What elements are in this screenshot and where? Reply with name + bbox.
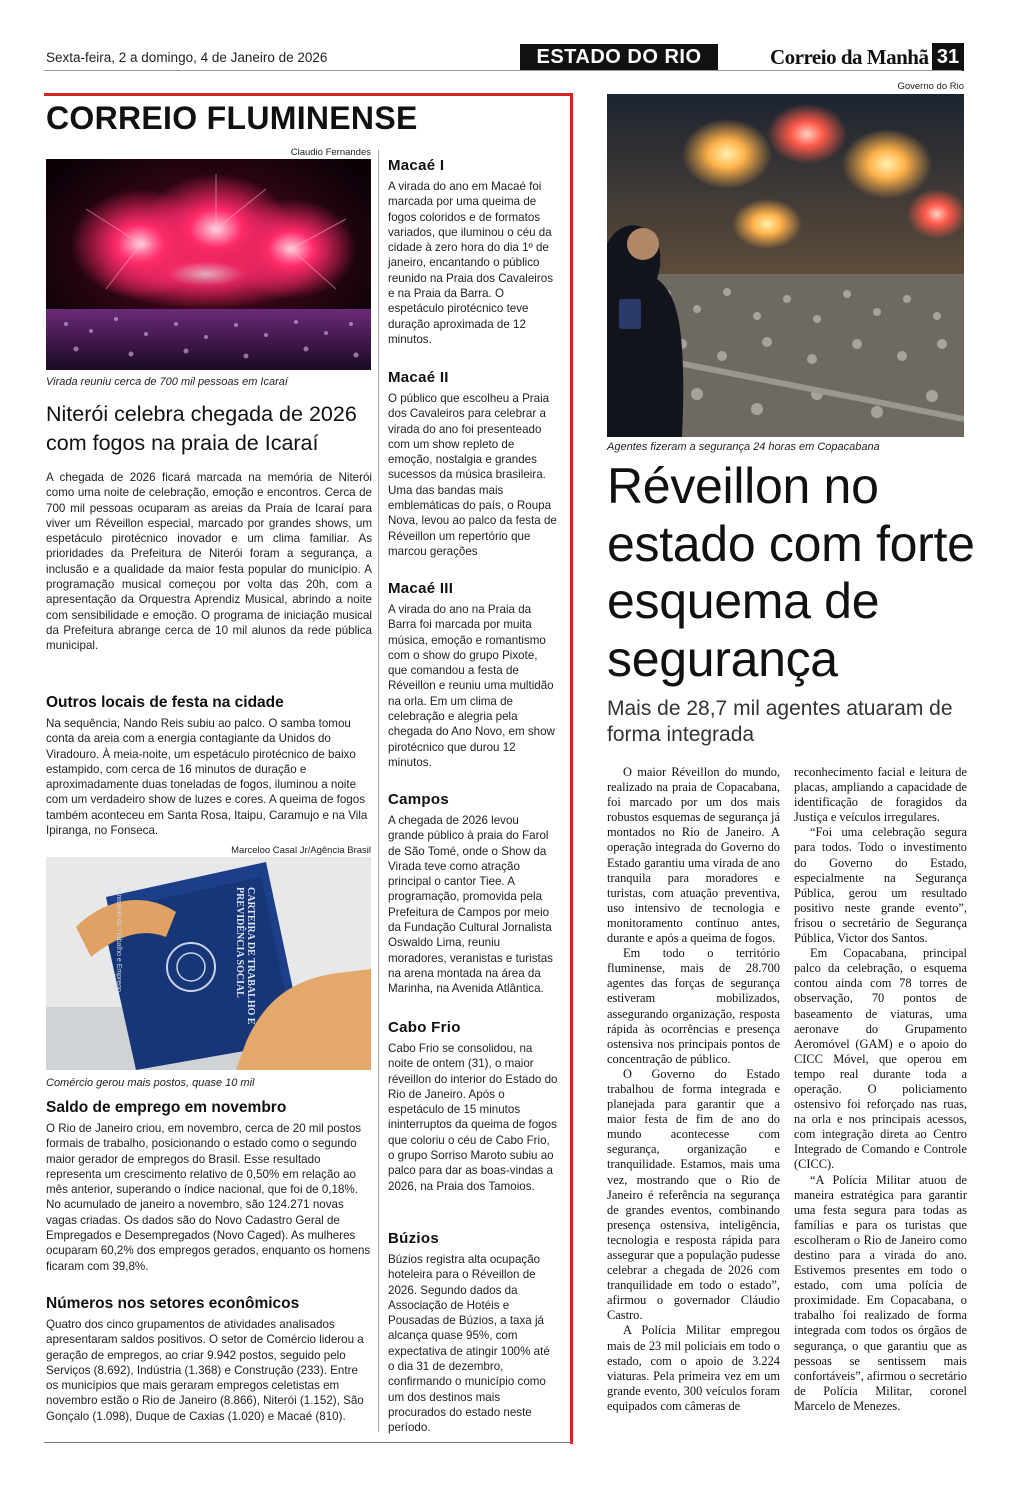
paragraph: “Foi uma celebração segura para todos. Todo o investimento do Governo do Estado, especialmente na Segurança Pública, gerou um resultado positivo neste grande evento”, frisou o secretário de Segurança Pública, Victor dos Santos. (794, 825, 967, 946)
photo-credit: Governo do Rio (897, 81, 964, 92)
block-bottom-rule (44, 1442, 572, 1443)
newspaper-logo: Correio da Manhã (770, 45, 929, 69)
header-rule (44, 70, 962, 71)
article-body: O Rio de Janeiro criou, em novembro, cerca de 20 mil postos formais de trabalho, posicionando o estado como o segundo maior gerador de empregos do Brasil. Esse resultado representa um crescimento relativo de 0,50% em relação ao mês anterior, superando o índice nacional, que foi de 0,18%. No acumulado de janeiro a novembro, são 124.271 novas vagas criadas. Os dados são do Novo Cadastro Geral de Empregados e Desempregados (Novo Caged). As mulheres ocuparam 60,2% dos empregos gerados, enquanto os homens ficaram com 39,8%. (46, 1122, 371, 1273)
article-body-continued: Na sequência, Nando Reis subiu ao palco. O samba tomou conta da areia com a energia contagiante da Unidos do Viradouro. À meia-noite, um espetáculo pirotécnico de baixo estampido, com cerca de 16 minutos de duração e aproximadamente duas toneladas de fogos, iluminou a noite com um verdadeiro show de luzes e cores. A queima de fogos também aconteceu em Santa Rosa, Itaipu, Caramujo e na Vila Ipiranga, no Fonseca. (46, 717, 368, 838)
brief-title: Cabo Frio (388, 1019, 461, 1036)
paragraph: reconhecimento facial e leitura de placas, ampliando a capacidade de identificação de foragidos da Justiça e veículos irregulares. (794, 765, 967, 825)
main-article-column-2 (794, 765, 967, 1414)
section-label: ESTADO DO RIO (520, 44, 718, 70)
card-title: CARTEIRA DE TRABALHO E PREVIDÊNCIA SOCIAL (234, 887, 256, 1025)
article-headline: Saldo de emprego em novembro (46, 1099, 287, 1116)
photo-caption: Comércio gerou mais postos, quase 10 mil (46, 1077, 255, 1089)
brief-title: Campos (388, 791, 449, 808)
main-headline: Réveillon no estado com forte esquema de segurança (607, 458, 975, 687)
photo-caption: Virada reuniu cerca de 700 mil pessoas em Icaraí (46, 376, 288, 388)
brief-text: A chegada de 2026 levou grande público à praia do Farol de São Tomé, onde o Show da Virada teve como atração principal o cantor Tiee. A programação, promovida pela Prefeitura de Campos por meio da Fundação Cultural Jornalista Oswaldo Lima, reuniu moradores, veranistas e turistas na arena montada na área da Marinha, na Avenida Atlântica. (388, 814, 553, 996)
issue-date: Sexta-feira, 2 a domingo, 4 de Janeiro de 2026 (46, 50, 328, 65)
paragraph: Em Copacabana, principal palco da celebração, o esquema contou ainda com 78 torres de observação, 70 pontos de baseamento de viaturas, uma aeronave do Grupamento Aeromóvel (GAM) e o apoio do CICC Móvel, que operou em tempo real durante toda a operação. O policiamento ostensivo foi reforçado nas ruas, na orla e nos principais acessos, com integração direta ao Centro Integrado de Comando e Controle (CICC). (794, 946, 967, 1172)
card-side-text: Ministério do Trabalho e Emprego (115, 887, 122, 993)
brief-title: Búzios (388, 1230, 439, 1247)
paragraph: A Polícia Militar empregou mais de 23 mil policiais em todo o estado, com o apoio de 3.224 viaturas. Pela primeira vez em um grande evento, 300 veículos foram equipados com câmeras de (607, 1323, 780, 1413)
brief-title: Macaé III (388, 580, 454, 597)
brief-text: A virada do ano em Macaé foi marcada por uma queima de fogos coloridos e de formatos variados, que iluminou o céu da cidade à zero hora do dia 1º de janeiro, encantando o público reunido na Praia dos Cavaleiros e na Praia da Barra. O espetáculo pirotécnico teve duração aproximada de 12 minutos. (388, 180, 553, 346)
work-card-photo (46, 857, 371, 1070)
block-top-rule (44, 93, 572, 96)
section-title: CORREIO FLUMINENSE (46, 100, 418, 136)
brief-text: O público que escolheu a Praia dos Cavaleiros para celebrar a virada do ano foi presenteado com um show repleto de emoção, nostalgia e grandes sucessos da música brasileira. Uma das bandas mais emblemáticas do país, o Roupa Nova, levou ao palco da festa de Réveillon um repertório que marcou gerações (388, 392, 557, 558)
fireworks-icarai-photo (46, 159, 371, 370)
article-body: A chegada de 2026 ficará marcada na memória de Niterói como uma noite de celebração, emoção e encontros. Cerca de 700 mil pessoas ocuparam as areias da Praia de Icaraí para viver um Réveillon especial, marcado por grandes shows, um espetáculo pirotécnico inovador e um clima familiar. As prioridades da Prefeitura de Niterói foram a segurança, a inclusão e a qualidade da maior festa popular do município. A programação musical começou por volta das 20h, com a apresentação da Orquestra Aprendiz Musical, abrindo a noite com sensibilidade e emoção. O programa de iniciação musical da Prefeitura abrange cerca de 10 mil alunos da rede pública municipal. (46, 471, 372, 653)
paragraph: O Governo do Estado trabalhou de forma integrada e planejada para garantir que a maior festa de fim de ano do mundo acontecesse com segurança, organização e tranquilidade. Estamos, mais uma vez, mostrando que o Rio de Janeiro é referência na segurança de grandes eventos, combinando presença ostensiva, inteligência, tecnologia e resposta rápida para assegurar que a população pudesse celebrar a chegada de 2026 com tranquilidade em todo o estado”, afirmou o governador Cláudio Castro. (607, 1066, 780, 1323)
paragraph: Em todo o território fluminense, mais de 28.700 agentes das forças de segurança estiveram mobilizados, assegurando organização, resposta rápida às ocorrências e presença ostensiva nos principais pontos de concentração de público. (607, 946, 780, 1066)
brief-title: Macaé II (388, 369, 449, 386)
article-body-continued: Quatro dos cinco grupamentos de atividades analisados apresentaram saldos positivos. O setor de Comércio liderou a geração de empregos, ao criar 9.942 postos, seguido pelo Serviços (8.692), Indústria (1.368) e Construção (233). Entre os municípios que mais geraram empregos celetistas em novembro estão o Rio de Janeiro (8.866), Niterói (1.152), São Gonçalo (1.098), Duque de Caxias (1.020) e Macaé (810). (46, 1318, 364, 1423)
brief-title: Macaé I (388, 157, 445, 174)
photo-credit: Marceloo Casal Jr/Agência Brasil (231, 845, 371, 856)
article-headline: Niterói celebra chegada de 2026 com fogos na praia de Icaraí (46, 402, 357, 455)
paragraph: O maior Réveillon do mundo, realizado na praia de Copacabana, foi marcado por um dos mais robustos esquemas de segurança já montados no Rio de Janeiro. A operação integrada do Governo do Estado garantiu uma virada de ano tranquila para moradores e turistas, com atuação preventiva, uso intensivo de tecnologia e monitoramento contínuo antes, durante e após a queima de fogos. (607, 765, 780, 946)
copacabana-security-photo (607, 94, 964, 437)
column-divider (378, 150, 379, 1432)
photo-credit: Claudio Fernandes (290, 147, 371, 158)
main-subheadline: Mais de 28,7 mil agentes atuaram de forma integrada (607, 697, 953, 746)
block-right-rule (570, 93, 573, 1444)
page-number: 31 (932, 43, 964, 71)
article-subhead: Outros locais de festa na cidade (46, 694, 284, 711)
paragraph: “A Polícia Militar atuou de maneira estratégica para garantir uma festa segura para todas as famílias e para os turistas que escolheram o Rio de Janeiro como destino para a virada do ano. Estivemos presentes em todo o estado, com uma polícia de proximidade. Em Copacabana, o trabalho foi realizado de forma integrada com todos os órgãos de segurança, o que garantiu que as pessoas se sentissem mais confortáveis”, afirmou o secretário de Polícia Militar, coronel Marcelo de Menezes. (794, 1172, 967, 1413)
brief-text: Búzios registra alta ocupação hoteleira para o Réveillon de 2026. Segundo dados da Associação de Hotéis e Pousadas de Búzios, a taxa já alcança quase 95%, com expectativa de atingir 100% até o dia 31 de dezembro, confirmando o município como um dos destinos mais procurados do estado neste período. (388, 1253, 550, 1435)
article-subhead: Números nos setores econômicos (46, 1295, 300, 1312)
main-article-column-1 (607, 765, 780, 1414)
brief-text: A virada do ano na Praia da Barra foi marcada por muita música, emoção e romantismo com o show do grupo Pixote, que comandou a festa de Réveillon e reuniu uma multidão na orla. Em um clima de celebração e alegria pela chegada do Ano Novo, em show pirotécnico que durou 12 minutos. (388, 603, 555, 769)
brief-text: Cabo Frio se consolidou, na noite de ontem (31), o maior réveillon do interior do Estado do Rio de Janeiro. Após o espetáculo de 15 minutos ininterruptos da queima de fogos que coloriu o céu de Cabo Frio, o grupo Sorriso Maroto subiu ao palco para dar as boas-vindas a 2026, na Praia dos Tamoios. (388, 1042, 558, 1193)
photo-caption: Agentes fizeram a segurança 24 horas em Copacabana (607, 441, 880, 453)
